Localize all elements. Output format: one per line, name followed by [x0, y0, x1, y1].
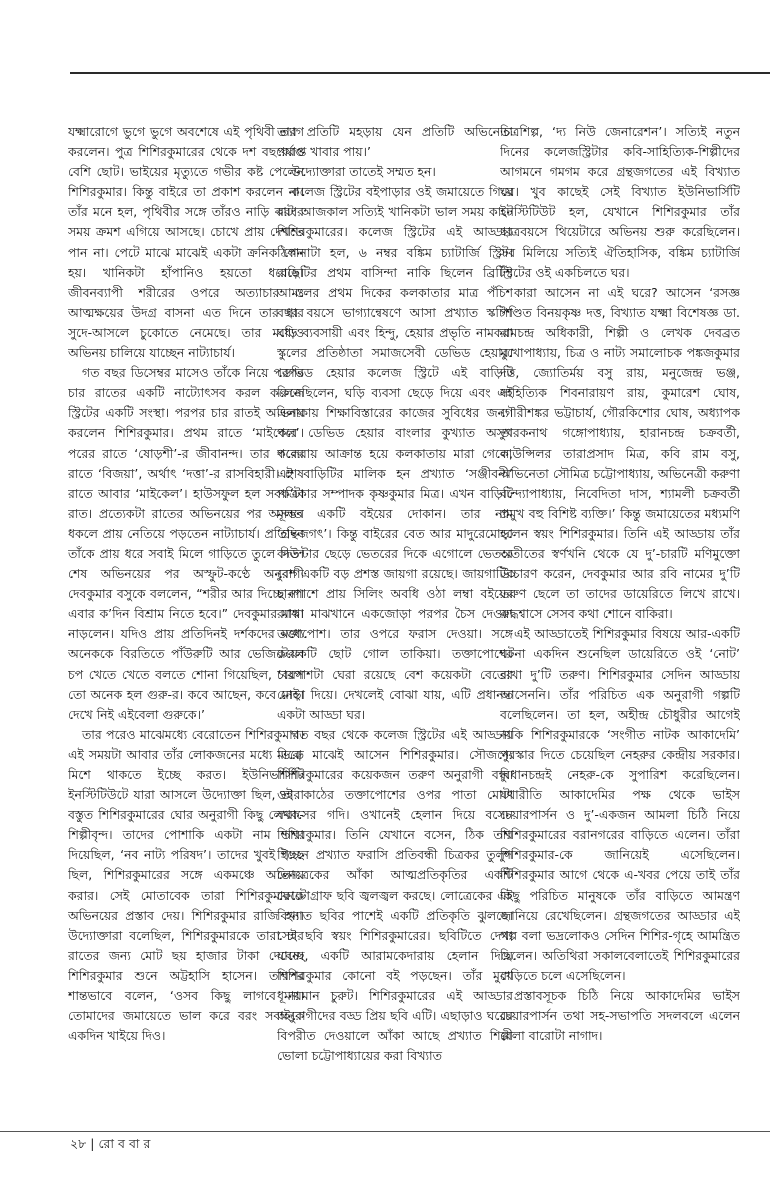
magazine-name: রো ব বা র [98, 1136, 151, 1151]
text-column-2 [277, 122, 513, 1122]
paragraph: এই আড্ডাতেই শিশিরকুমার বিষয়ে আর-একটি ঘটনা একদিন শুনেছিল ডায়েরিতে ওই ‘নোট’ রাখা দু’টি তরুণ। শিশিরকুমার সেদিন আড্ডায় আসেননি। তাঁর পরিচিত এক অনুরাগী গল্পটি বলেছিলেন। তা হল, অহীন্দ্র চৌধুরীর আগেই নাকি শিশিরকুমারকে ‘সংগীত নাটক আকাদেমি’ পুরস্কার দিতে চেয়েছিল নেহরুর কেন্দ্রীয় সরকার। বিধানচন্দ্রই নেহরু-কে সুপারিশ করেছিলেন। যথারীতি আকাদেমির পক্ষ থেকে ভাইস চেয়ারপার্সন ও দু’-একজন আমলা চিঠি নিয়ে শিশিরকুমারের বরানগরের বাড়িতে এলেন। তাঁরা শিশিরকুমার-কে জানিয়েই এসেছিলেন। শিশিরকুমার আগে থেকে এ-খবর পেয়ে তাই তাঁর কিছু পরিচিত মানুষকে তাঁর বাড়িতে আমন্ত্রণ জানিয়ে রেখেছিলেন। গ্রন্থজগতের আড্ডার এই গল্প বলা ভদ্রলোকও সেদিন শিশির-গৃহে আমন্ত্রিত ছিলেন। অতিথিরা সকালবেলাতেই শিশিরকুমারের বাড়িতে চলে এসেছিলেন। [500, 626, 740, 983]
paragraph: যক্ষ্মারোগে ভুগে ভুগে অবশেষে এই পৃথিবী ত্যাগ করলেন। পুত্র শিশিরকুমারের থেকে দশ বছরেরও বেশি ছোট। ভাইয়ের মৃত্যুতে গভীর কষ্ট পেলেন শিশিরকুমার। কিন্তু বাইরে তা প্রকাশ করলেন না। তাঁর মনে হল, পৃথিবীর সঙ্গে তাঁরও নাড়ি কাটার সময় ক্রমশ এগিয়ে আসছে। চোখে প্রায় দেখতে পান না। পেটে মাঝে মাঝেই একটা ক্রনিক পেন হয়। খানিকটা হাঁপানিও হয়তো ধরেছে। জীবনব্যাপী শরীরের ওপরে অত্যাচার ও আত্মক্ষয়ের উদগ্র বাসনা এত দিনে তার ধার সুদে-আসলে চুকোতে নেমেছে। তার মধ্যেও অভিনয় চালিয়ে যাচ্ছেন নাট্যাচার্য। [68, 124, 304, 361]
paragraph: গত বছর থেকে কলেজ স্ট্রিটের এই আড্ডায় মাঝে মাঝেই আসেন শিশিরকুমার। সৌজন্যে শিশিরকুমারের কয়েকজন তরুণ অনুরাগী বন্ধু। ওই কাঠের তক্তাপোশের ওপর পাতা মোটা ফরাসের গদি। ওখানেই হেলান দিয়ে বসেন শিশিরকুমার। তিনি যেখানে বসেন, ঠিক তার পিছনে প্রখ্যাত ফরাসি প্রতিবন্ধী চিত্রকর তুলুস লোত্রেকের আঁকা আত্মপ্রতিকৃতির একটি ফোটোগ্রাফ ছবি জ্বলজ্বল করছে। লোত্রেকের এই বিখ্যাত ছবির পাশেই একটি প্রতিকৃতি ঝুলছে। সেই ছবি স্বয়ং শিশিরকুমারের। ছবিটিতে দেখা যাচ্ছে, একটি আরামকেদারায় হেলান দিয়ে শিশিরকুমার কোনো বই পড়ছেন। তাঁর মুখে ধূমায়মান চুরুট। শিশিরকুমারের এই আড্ডার অনুরাগীদের বড্ড প্রিয় ছবি এটি। এছাড়াও ঘরের বিপরীত দেওয়ালে আঁকা আছে প্রখ্যাত শিল্পী ভোলা চট্টোপাধ্যায়ের করা বিখ্যাত [277, 726, 513, 1064]
paragraph: গত বছর ডিসেম্বর মাসেও তাঁকে নিয়ে পরপর চার রাতের একটি নাট্যোৎসব করল কলেজ স্ট্রিটের একটি সংস্থা। পরপর চার রাতই অভিনয় করলেন শিশিরকুমার। প্রথম রাতে ‘মাইকেল’। পরের রাতে ‘ষোড়শী’-র জীবানন্দ। তার পরের রাতে ‘বিজয়া’, অর্থাৎ ‘দত্তা’-র রাসবিহারী। শেষ রাতে আবার ‘মাইকেল’। হাউসফুল হল সবক’টা রাত। প্রত্যেকটা রাতের অভিনয়ের পর অসম্ভব ধকলে প্রায় নেতিয়ে পড়তেন নাট্যাচার্য। প্রতিদিন তাঁকে প্রায় ধরে সবাই মিলে গাড়িতে তুলে দিত। শেষ অভিনয়ের পর অস্ফুট-কণ্ঠে অনুরাগী দেবকুমার বসুকে বললেন, “শরীর আর দিচ্ছে না। এবার ক’দিন বিশ্রাম নিতে হবে।” দেবকুমার মাথা নাড়লেন। যদিও প্রায় প্রতিদিনই দর্শকদের মধ্যে অনেককে বিরতিতে পাঁউরুটি আর ভেজিটেবল চপ খেতে খেতে বলতে শোনা গিয়েছিল, ‘বয়স তো অনেক হল গুরু-র। কবে আছেন, কবে নেই। দেখে নিই এইবেলা গুরুকে।’ [68, 365, 304, 722]
page-number: ২৮ [70, 1136, 87, 1151]
footer-separator: | [90, 1136, 95, 1151]
footer-rule [0, 1131, 770, 1132]
text-column-1 [68, 122, 304, 1122]
paragraph: চিত্রশিল্প, ‘দ্য নিউ জেনারেশন’। সত্যিই নতুন দিনের কলেজস্ট্রিটার কবি-সাহিত্যিক-শিল্পীদের আগমনে গমগম করে গ্রন্থজগতের এই বিখ্যাত ঘর। খুব কাছেই সেই বিখ্যাত ইউনিভার্সিটি ইনস্টিটিউট হল, যেখানে শিশিরকুমার তাঁর ছাত্রবয়সে থিয়েটারে অভিনয় শুরু করেছিলেন। সব মিলিয়ে সত্যিই ঐতিহাসিক, বঙ্কিম চ্যাটার্জি স্ট্রিটের ওই একচিলতে ঘর। [500, 124, 740, 280]
paragraph: কারা আসেন না এই ঘরে? আসেন ‘রসজ্ঞ পণ্ডিত বিনয়কৃষ্ণ দত্ত, বিখ্যাত যক্ষ্মা বিশেষজ্ঞ ডা. রামচন্দ্র অধিকারী, শিল্পী ও লেখক দেবব্রত মুখোপাধ্যায়, চিত্র ও নাট্য সমালোচক পঙ্কজকুমার দত্ত, জ্যোতির্ময় বসু রায়, মনুজেন্দ্র ভঞ্জ, সাহিত্যিক শিবনারায়ণ রায়, কুমারেশ ঘোষ, গৌরীশঙ্কর ভট্টাচার্য, গৌরকিশোর ঘোষ, অধ্যাপক তারকনাথ গঙ্গোপাধ্যায়, হারানচন্দ্র চক্রবর্তী, কাউন্সিলর তারাপ্রসাদ মিত্র, কবি রাম বসু, অভিনেতা সৌমিত্র চট্টোপাধ্যায়, অভিনেত্রী করুণা বন্দ্যোপাধ্যায়, নিবেদিতা দাস, শ্যামলী চক্রবর্তী প্রমুখ বহু বিশিষ্ট ব্যক্তি।’ কিন্তু জমায়েতের মধ্যমণি হলেন স্বয়ং শিশিরকুমার। তিনি এই আড্ডায় তাঁর অতীতের স্বর্ণখনি থেকে যে দু’-চারটি মণিমুক্তো উচ্চারণ করেন, দেবকুমার আর রবি নামের দু’টি তরুণ ছেলে তা তাদের ডায়েরিতে লিখে রাখে। রুদ্ধশ্বাসে সেসব কথা শোনে বাকিরা। [500, 284, 740, 622]
paragraph: কলেজ স্ট্রিটের বইপাড়ার ওই জমায়েতে গিয়ে বরং আজকাল সত্যিই খানিকটা ভাল সময় কাটে শিশিরকুমারের। কলেজ স্ট্রিটের এই আড্ডার ঠিকানাটা হল, ৬ নম্বর বঙ্কিম চ্যাটার্জি স্ট্রিট। বাড়িটির প্রথম বাসিন্দা নাকি ছিলেন ব্রিটিশ আমলের প্রথম দিকের কলকাতার মাত্র পঁচিশ বছর বয়সে ভাগ্যান্বেষণে আসা প্রখ্যাত স্কটিশ ঘড়ি ব্যবসায়ী এবং হিন্দু, হেয়ার প্রভৃতি নামকরা স্কুলের প্রতিষ্ঠাতা সমাজসেবী ডেভিড হেয়ার। ডেভিড হেয়ার কলেজ স্ট্রিটে এই বাড়িটি কিনেছিলেন, ঘড়ি ব্যবসা ছেড়ে দিয়ে এবং এই এলাকায় শিক্ষাবিস্তারের কাজের সুবিধের জন্য। পরে ডেভিড হেয়ার বাংলার কুখ্যাত অসুখ কলেরায় আক্রান্ত হয়ে কলকাতায় মারা গেলে, এই বাড়িটির মালিক হন প্রখ্যাত ‘সঞ্জীবনী’ পত্রিকার সম্পাদক কৃষ্ণকুমার মিত্র। এখন বাড়িটি মূলত একটি বইয়ের দোকান। তার নাম ‘গ্রন্থজগৎ’। কিন্তু বাইরের বেত আর মাদুরেমোড়া কাউন্টার ছেড়ে ভেতরের দিকে এগোলে ভেতরে বেশ একটি বড় প্রশস্ত জায়গা রয়েছে। জায়গাটির চারপাশে প্রায় সিলিং অবধি ওঠা লম্বা বইয়ের র‍্যাক। মাঝখানে একজোড়া পরপর চৈস দেওয়া তক্তাপোশ। তার ওপরে ফরাস দেওয়া। সঙ্গে কয়েকটি ছোট গোল তাকিয়া। তক্তাপোশের চারপাশটা ঘেরা রয়েছে বেশ কয়েকটা বেতের মোড়া দিয়ে। দেখলেই বোঝা যায়, এটি প্রধানত একটা আড্ডা ঘর। [277, 184, 513, 722]
paragraph: তার প্রতিটি মহড়ায় যেন প্রতিটি অভিনেতা পর্যাপ্ত খাবার পায়।’ [277, 124, 513, 160]
page-footer [70, 1136, 150, 1156]
paragraph: তার পরেও মাঝেমধ্যে বেরোতেন শিশিরকুমার। এই সময়টা আবার তাঁর লোকজনের মধ্যে ভিড়ে মিশে থাকতে ইচ্ছে করত। ইউনিভার্সিটি ইনস্টিটিউটে যারা আসলে উদ্যোক্তা ছিল, তারা বস্তুত শিশিরকুমারের ঘোর অনুরাগী কিছু লেখক-শিল্পীবৃন্দ। তাদের পোশাকি একটা নাম তারা দিয়েছিল, ‘নব নাট্য পরিষদ’। তাদের খুবই ইচ্ছে ছিল, শিশিরকুমারের সঙ্গে একমঞ্চে অভিনয় করার। সেই মোতাবেক তারা শিশিরকুমারকে অভিনয়ের প্রস্তাব দেয়। শিশিরকুমার রাজি হন। উদ্যোক্তারা বলেছিল, শিশিরকুমারকে তারা চার রাতের জন্য মোট ছয় হাজার টাকা দেবেন। শিশিরকুমার শুনে অট্টহাসি হাসেন। তারপর শান্তভাবে বলেন, ‘ওসব কিছু লাগবে না। তোমাদের জমায়েতে ভাল করে বরং সবাইকে একদিন খাইয়ে দিও। [68, 726, 304, 1044]
paragraph: উদ্যোক্তারা তাতেই সম্মত হন। [291, 164, 436, 180]
top-rule [70, 72, 770, 74]
text-column-3 [500, 122, 740, 1122]
paragraph: প্রস্তাবসূচক চিঠি নিয়ে আকাদেমির ভাইস চেয়ারপার্সন তথা সহ-সভাপতি সদলবলে এলেন বেলা বারোটা নাগাদ। [500, 988, 740, 1044]
